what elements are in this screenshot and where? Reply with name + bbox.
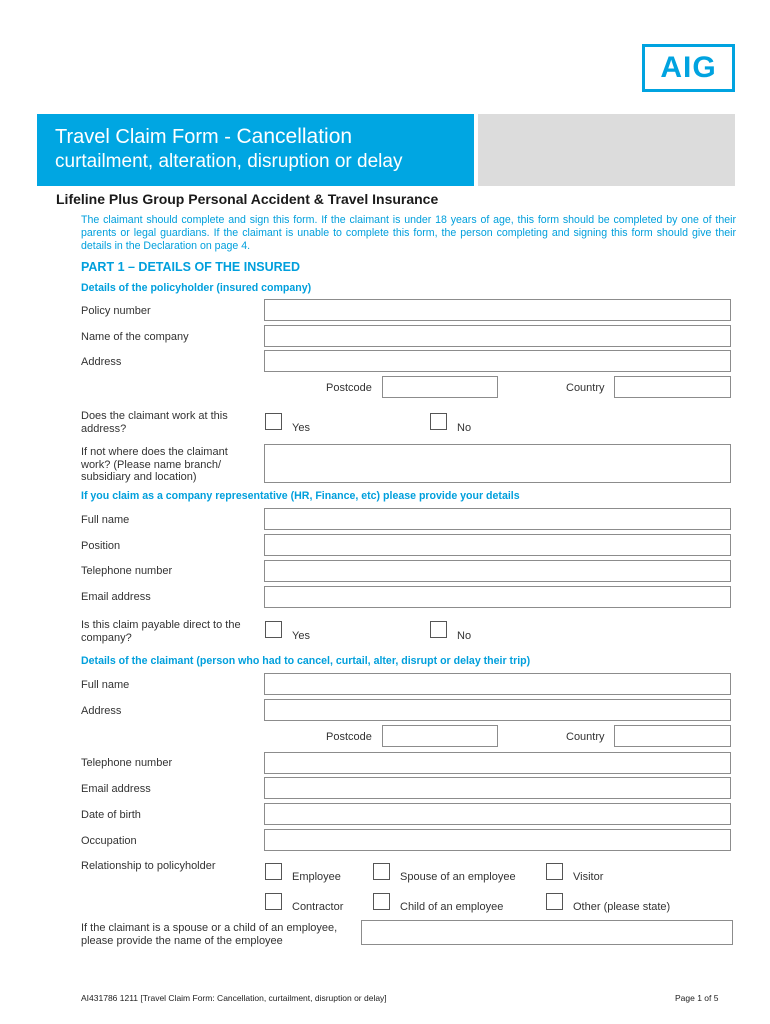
claimant-country-field[interactable]: [614, 725, 731, 747]
payable-yes-checkbox[interactable]: [265, 621, 282, 638]
relationship-label: Relationship to policyholder: [81, 860, 216, 872]
banner-grey-panel: [478, 114, 735, 186]
company-country-label: Country: [566, 382, 605, 394]
page-number: Page 1 of 5: [675, 993, 719, 1003]
payable-no-label: No: [457, 630, 472, 642]
rep-email-label: Email address: [81, 591, 151, 603]
policyholder-heading: Details of the policyholder (insured company): [81, 282, 312, 294]
claimant-address-label: Address: [81, 705, 122, 717]
employee-label: Employee: [292, 871, 341, 883]
rep-position-label: Position: [81, 540, 121, 552]
form-subtitle: Lifeline Plus Group Personal Accident & Travel Insurance: [56, 191, 439, 207]
rep-telephone-label: Telephone number: [81, 565, 173, 577]
rep-position-field[interactable]: [264, 534, 731, 556]
policy-number-field[interactable]: [264, 299, 731, 321]
claimant-dob-field[interactable]: [264, 803, 731, 825]
company-name-label: Name of the company: [81, 331, 189, 343]
employee-name-field[interactable]: [361, 920, 733, 945]
work-address-no-checkbox[interactable]: [430, 413, 447, 430]
employee-checkbox[interactable]: [265, 863, 282, 880]
rep-email-field[interactable]: [264, 586, 731, 608]
claimant-postcode-field[interactable]: [382, 725, 498, 747]
claimant-email-label: Email address: [81, 783, 151, 795]
form-title-cancellation: Cancellation: [236, 125, 353, 148]
company-name-field[interactable]: [264, 325, 731, 347]
work-location-label: If not where does the claimant work? (Please name branch/ subsidiary and location): [81, 446, 228, 483]
payable-no-checkbox[interactable]: [430, 621, 447, 638]
claimant-heading: Details of the claimant (person who had to cancel, curtail, alter, disrupt or delay their trip): [81, 655, 531, 667]
form-title: [55, 125, 474, 149]
company-address-field[interactable]: [264, 350, 731, 372]
work-address-no-label: No: [457, 422, 472, 434]
rep-full-name-label: Full name: [81, 514, 130, 526]
child-label: Child of an employee: [400, 901, 504, 913]
contractor-label: Contractor: [292, 901, 344, 913]
payable-yes-label: Yes: [292, 630, 310, 642]
policy-number-label: Policy number: [81, 305, 151, 317]
company-country-field[interactable]: [614, 376, 731, 398]
part1-heading: PART 1 – DETAILS OF THE INSURED: [81, 260, 301, 274]
payable-question: Is this claim payable direct to the company?: [81, 619, 241, 644]
claimant-full-name-label: Full name: [81, 679, 130, 691]
claimant-postcode-label: Postcode: [326, 731, 372, 743]
claimant-telephone-label: Telephone number: [81, 757, 173, 769]
rep-full-name-field[interactable]: [264, 508, 731, 530]
claimant-country-label: Country: [566, 731, 605, 743]
work-location-field[interactable]: [264, 444, 731, 483]
spouse-checkbox[interactable]: [373, 863, 390, 880]
work-address-yes-checkbox[interactable]: [265, 413, 282, 430]
visitor-label: Visitor: [573, 871, 604, 883]
rep-telephone-field[interactable]: [264, 560, 731, 582]
claimant-dob-label: Date of birth: [81, 809, 141, 821]
work-address-yes-label: Yes: [292, 422, 310, 434]
footer-form-code: AI431786 1211 [Travel Claim Form: Cancellation, curtailment, disruption or delay]: [81, 993, 387, 1003]
child-checkbox[interactable]: [373, 893, 390, 910]
contractor-checkbox[interactable]: [265, 893, 282, 910]
work-address-question: Does the claimant work at this address?: [81, 410, 228, 435]
claimant-email-field[interactable]: [264, 777, 731, 799]
representative-heading: If you claim as a company representative (HR, Finance, etc) please provide your details: [81, 490, 520, 502]
spouse-label: Spouse of an employee: [400, 871, 516, 883]
company-postcode-field[interactable]: [382, 376, 498, 398]
claimant-full-name-field[interactable]: [264, 673, 731, 695]
intro-text: The claimant should complete and sign this form. If the claimant is under 18 years of age, this form should be completed by one of their parents or legal guardians. If the claimant is unable to complete this form, the person completing and signing this form should give their details in the Declaration on page 4.: [81, 214, 736, 252]
claimant-occupation-label: Occupation: [81, 835, 137, 847]
form-title-main: Travel Claim Form -: [55, 126, 237, 148]
claimant-address-field[interactable]: [264, 699, 731, 721]
employee-name-label: If the claimant is a spouse or a child of an employee, please provide the name of the employee: [81, 922, 338, 947]
other-checkbox[interactable]: [546, 893, 563, 910]
aig-logo: AIG: [642, 44, 735, 92]
claimant-telephone-field[interactable]: [264, 752, 731, 774]
form-title-line2: curtailment, alteration, disruption or delay: [55, 151, 403, 172]
visitor-checkbox[interactable]: [546, 863, 563, 880]
title-banner: [37, 114, 474, 186]
other-label: Other (please state): [573, 901, 671, 913]
claimant-occupation-field[interactable]: [264, 829, 731, 851]
company-postcode-label: Postcode: [326, 382, 372, 394]
company-address-label: Address: [81, 356, 122, 368]
